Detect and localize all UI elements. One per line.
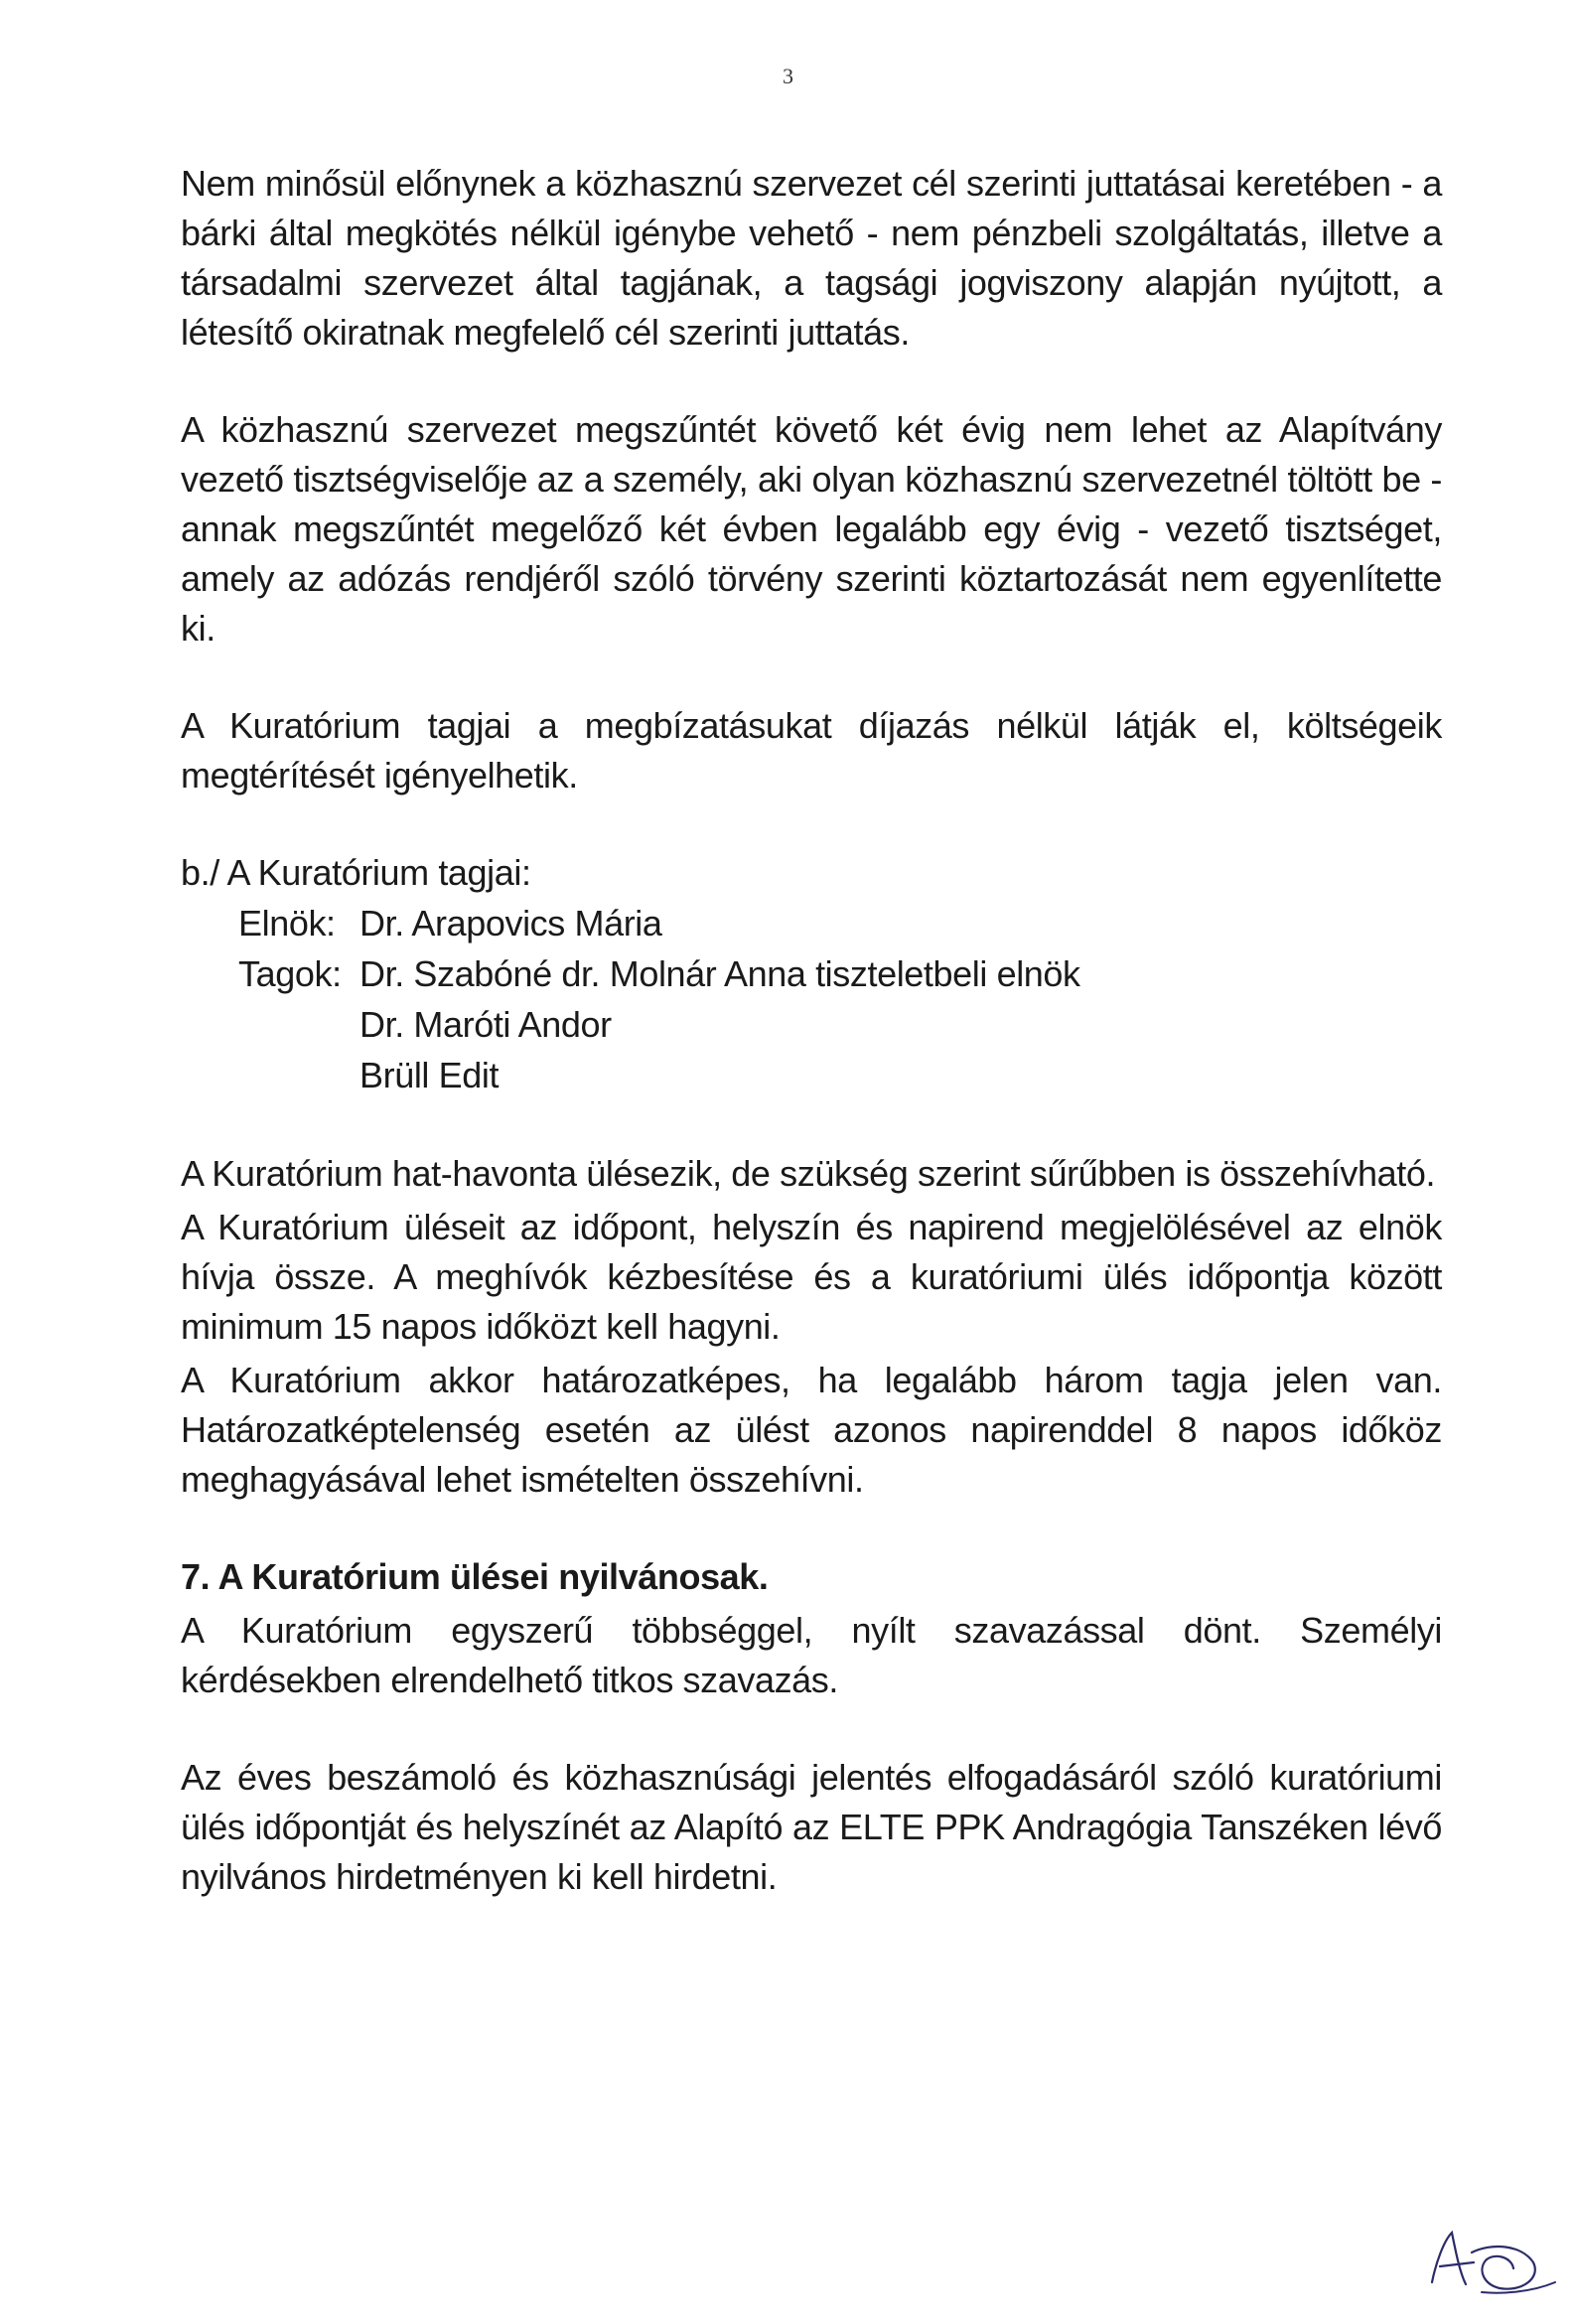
board-members-intro-row [181, 848, 1442, 899]
member-row [181, 1000, 1442, 1051]
members-label: Tagok: [238, 953, 342, 994]
page-number: 3 [783, 64, 793, 88]
signature-initials-icon [1422, 2223, 1561, 2302]
member-row [181, 1051, 1442, 1101]
paragraph-annual-report: Az éves beszámoló és közhasznúsági jelentés elfogadásáról szóló kuratóriumi ülés időpontját és helyszínét az Alapító az ELTE PPK Andragógia Tanszéken lévő nyilvános hirdetményen ki kell hirdetni. [181, 1757, 1442, 1897]
paragraph-quorum: A Kuratórium akkor határozatképes, ha legalább három tagja jelen van. Határozatképtelenség esetén az ülést azonos napirenddel 8 napos időköz meghagyásával lehet ismételten összehívni. [181, 1360, 1442, 1500]
chair-label: Elnök: [238, 903, 336, 944]
chair-row [181, 899, 1442, 949]
chair-name: Dr. Arapovics Mária [359, 903, 662, 944]
paragraph-officer-restriction: A közhasznú szervezet megszűntét követő két évig nem lehet az Alapítvány vezető tisztségviselője az a személy, aki olyan közhasznú szervezetnél töltött be - annak megszűntét megelőző két évben legalább egy évig - vezető tisztséget, amely az adózás rendjéről szóló törvény szerinti köztartozását nem egyenlítette ki. [181, 409, 1442, 649]
paragraph-meeting-frequency: A Kuratórium hat-havonta ülésezik, de szükség szerint sűrűbben is összehívható. [181, 1153, 1436, 1194]
paragraph-meeting-convening: A Kuratórium üléseit az időpont, helyszín és napirend megjelölésével az elnök hívja össze. A meghívók kézbesítése és a kuratóriumi ülés időpontja között minimum 15 napos időközt kell hagyni. [181, 1207, 1442, 1347]
members-row [181, 949, 1442, 1000]
member-name: Dr. Szabóné dr. Molnár Anna tiszteletbeli elnök [359, 953, 1080, 994]
document-body [181, 159, 1442, 1950]
board-members-list [181, 848, 1442, 1101]
section-heading: 7. A Kuratórium ülései nyilvánosak. [181, 1556, 769, 1597]
board-members-intro: b./ A Kuratórium tagjai: [181, 852, 531, 893]
paragraph-benefits: Nem minősül előnynek a közhasznú szervezet cél szerinti juttatásai keretében - a bárki által megkötés nélkül igénybe vehető - nem pénzbeli szolgáltatás, illetve a társadalmi szervezet által tagjának, a tagsági jogviszony alapján nyújtott, a létesítő okiratnak megfelelő cél szerinti juttatás. [181, 163, 1442, 353]
paragraph-voting: A Kuratórium egyszerű többséggel, nyílt szavazással dönt. Személyi kérdésekben elrendelhető titkos szavazás. [181, 1610, 1442, 1700]
member-name: Brüll Edit [359, 1055, 500, 1095]
member-name: Dr. Maróti Andor [359, 1004, 612, 1045]
paragraph-remuneration: A Kuratórium tagjai a megbízatásukat díjazás nélkül látják el, költségeik megtérítését igényelhetik. [181, 705, 1442, 796]
